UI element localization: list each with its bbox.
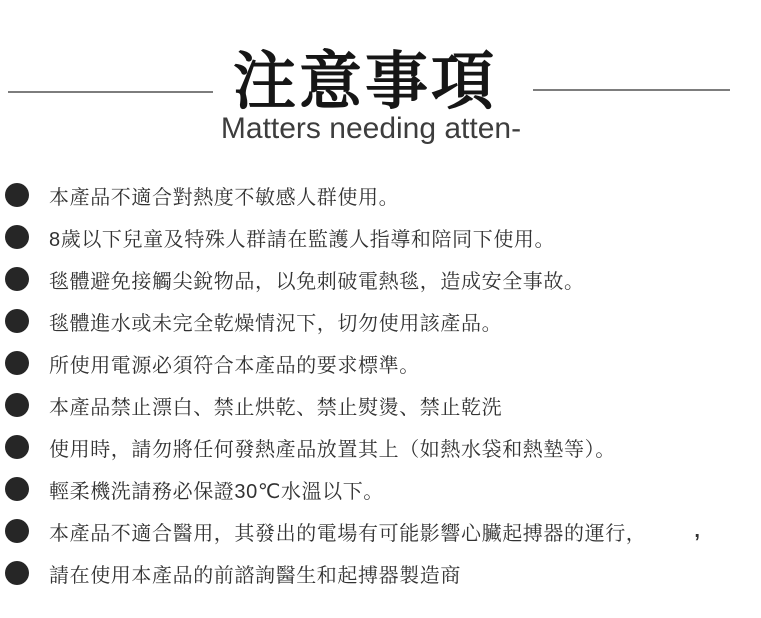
notice-item: [0, 300, 761, 342]
notice-text: 本產品不適合對熱度不敏感人群使用。: [49, 186, 400, 209]
bullet-icon: [5, 267, 29, 291]
notice-list: [0, 174, 761, 594]
notice-text: 8歲以下兒童及特殊人群請在監護人指導和陪同下使用。: [49, 228, 556, 251]
notice-item: [0, 426, 761, 468]
notice-item: [0, 342, 761, 384]
notice-text: 毯體避免接觸尖銳物品，以免刺破電熱毯，造成安全事故。: [49, 270, 585, 293]
bullet-icon: [5, 477, 29, 501]
notice-text: 本產品不適合醫用，其發出的電場有可能影響心臟起搏器的運行，: [49, 522, 647, 545]
bullet-icon: [5, 561, 29, 585]
notice-text: 使用時，請勿將任何發熱產品放置其上（如熱水袋和熱墊等）。: [49, 438, 616, 461]
bullet-icon: [5, 183, 29, 207]
notice-item: [0, 510, 761, 552]
notice-item: [0, 468, 761, 510]
page-title: 注意事項: [233, 47, 497, 117]
notice-text: 所使用電源必須符合本產品的要求標準。: [49, 354, 420, 377]
bullet-icon: [5, 351, 29, 375]
notice-item: [0, 174, 761, 216]
notice-text: 本產品禁止漂白、禁止烘乾、禁止熨燙、禁止乾洗: [49, 396, 503, 419]
notice-item: [0, 384, 761, 426]
notice-text: 毯體進水或未完全乾燥情況下，切勿使用該產品。: [49, 312, 503, 335]
bullet-icon: [5, 519, 29, 543]
notice-text: 輕柔機洗請務必保證30℃水溫以下。: [49, 480, 384, 503]
notice-item: [0, 552, 761, 594]
bullet-icon: [5, 435, 29, 459]
notice-item: [0, 216, 761, 258]
notice-text: 請在使用本產品的前諮詢醫生和起搏器製造商: [49, 564, 461, 587]
bullet-icon: [5, 309, 29, 333]
bullet-icon: [5, 393, 29, 417]
page-subtitle: Matters needing atten-: [220, 112, 522, 145]
stray-comma: ,: [694, 519, 700, 542]
bullet-icon: [5, 225, 29, 249]
notice-item: [0, 258, 761, 300]
